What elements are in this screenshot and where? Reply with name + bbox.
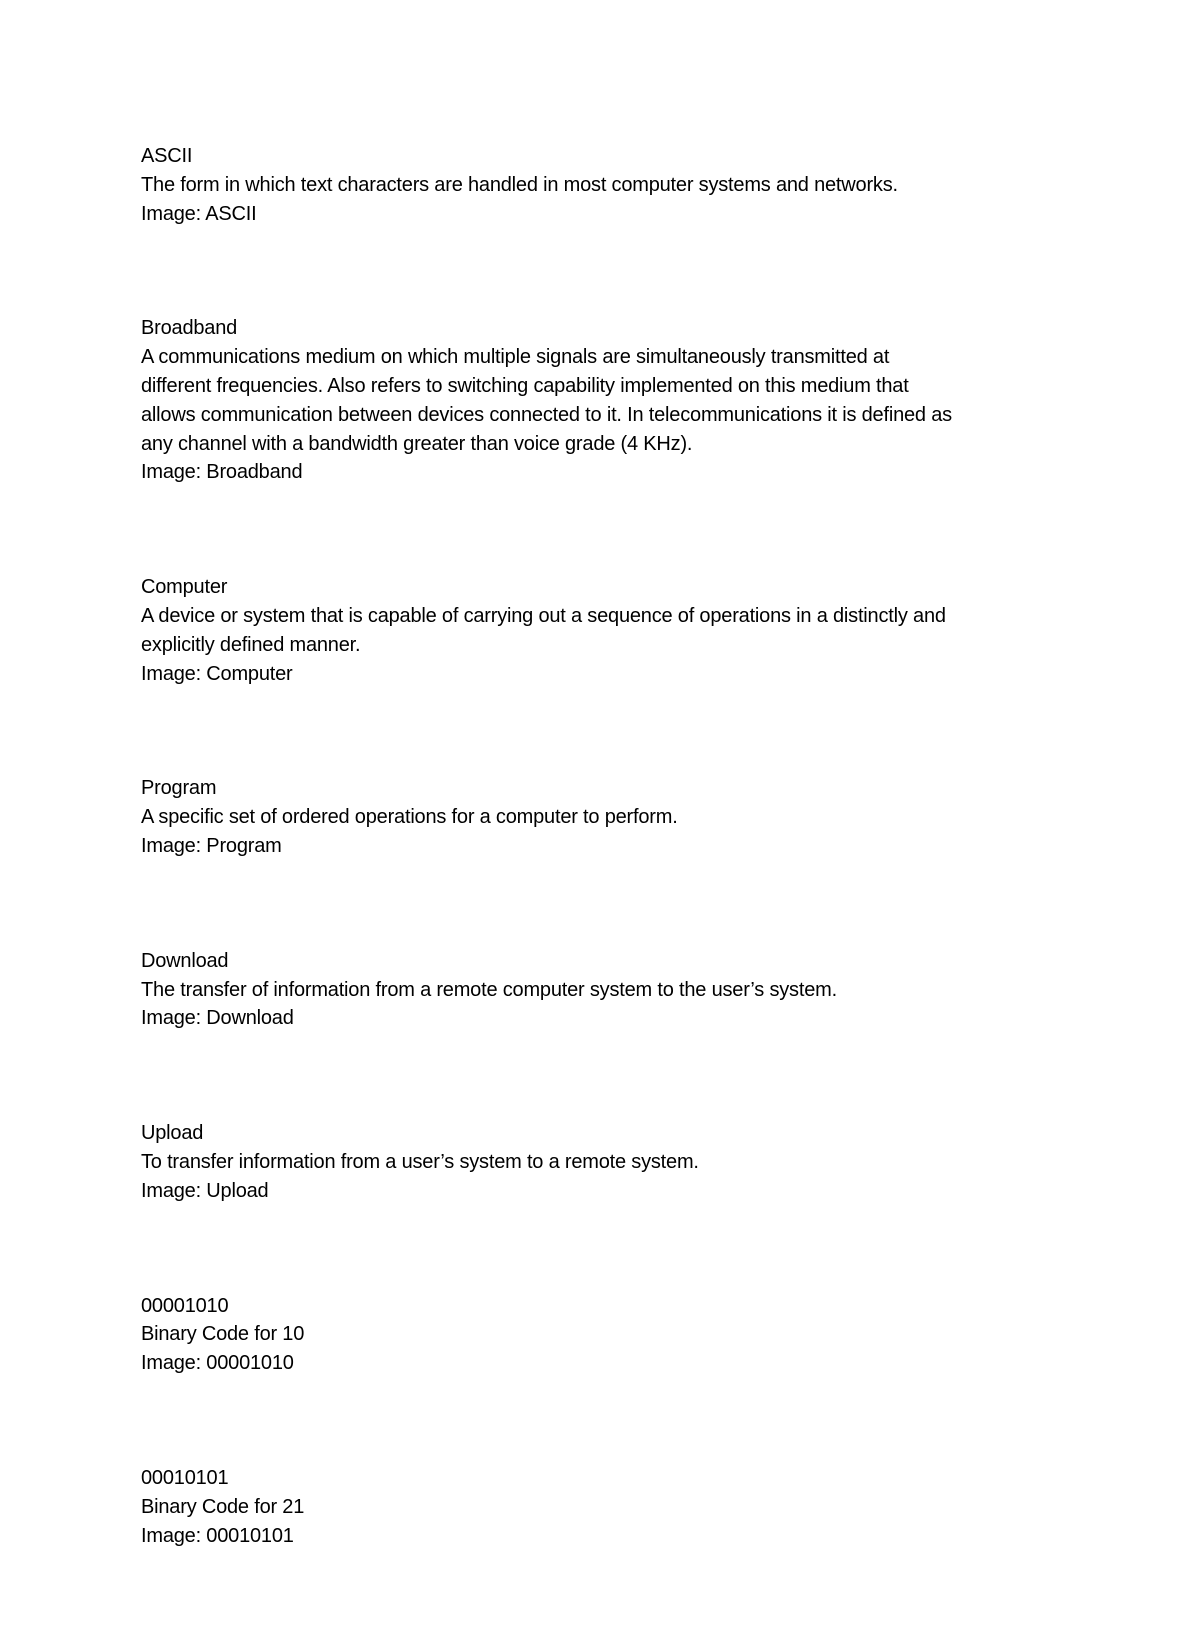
entry-definition: Binary Code for 10 — [141, 1323, 305, 1346]
entry-definition: A device or system that is capable of carrying out a sequence of operations in a distinctly and explicitly defined manner. — [141, 604, 946, 656]
entry-definition: The form in which text characters are handled in most computer systems and networks. — [141, 173, 898, 196]
entry-definition: A communications medium on which multiple signals are simultaneously transmitted at different frequencies. Also refers to switching capability implemented on this medium that allows communication between devices connected to it. In telecommunications it is defined as any channel with a bandwidth greater than voice grade (4 KHz). — [141, 346, 952, 455]
entry-definition: A specific set of ordered operations for a computer to perform. — [141, 806, 678, 829]
glossary-entry-binary-10 — [141, 1292, 1071, 1378]
entry-term: Broadband — [141, 317, 238, 340]
glossary-entry-program — [141, 774, 1071, 860]
entry-image-caption: Image: Computer — [141, 662, 293, 685]
entry-term: ASCII — [141, 145, 193, 167]
entry-image-caption: Image: Upload — [141, 1179, 269, 1202]
entry-term: 00001010 — [141, 1294, 229, 1317]
entry-definition: To transfer information from a user’s system to a remote system. — [141, 1150, 699, 1173]
entry-image-caption: Image: Broadband — [141, 461, 303, 484]
entry-image-caption: Image: Download — [141, 1007, 294, 1030]
glossary-entry-download — [141, 947, 1071, 1033]
glossary-entry-computer — [141, 573, 1071, 688]
entry-term: Download — [141, 949, 229, 972]
entry-term: Upload — [141, 1122, 204, 1145]
entry-definition: Binary Code for 21 — [141, 1495, 305, 1518]
entry-image-caption: Image: Program — [141, 834, 282, 857]
entry-image-caption: Image: 00010101 — [141, 1524, 294, 1547]
entry-definition: The transfer of information from a remote computer system to the user’s system. — [141, 978, 837, 1001]
entry-term: Program — [141, 777, 217, 800]
glossary-entry-broadband — [141, 314, 1071, 487]
glossary-entry-ascii — [141, 142, 1071, 228]
entry-image-caption: Image: ASCII — [141, 202, 257, 225]
glossary-entry-upload — [141, 1119, 1071, 1205]
entry-image-caption: Image: 00001010 — [141, 1352, 294, 1375]
glossary-content — [141, 142, 1071, 1636]
entry-term: 00010101 — [141, 1466, 229, 1489]
entry-term: Computer — [141, 576, 228, 599]
glossary-entry-binary-21 — [141, 1464, 1071, 1550]
